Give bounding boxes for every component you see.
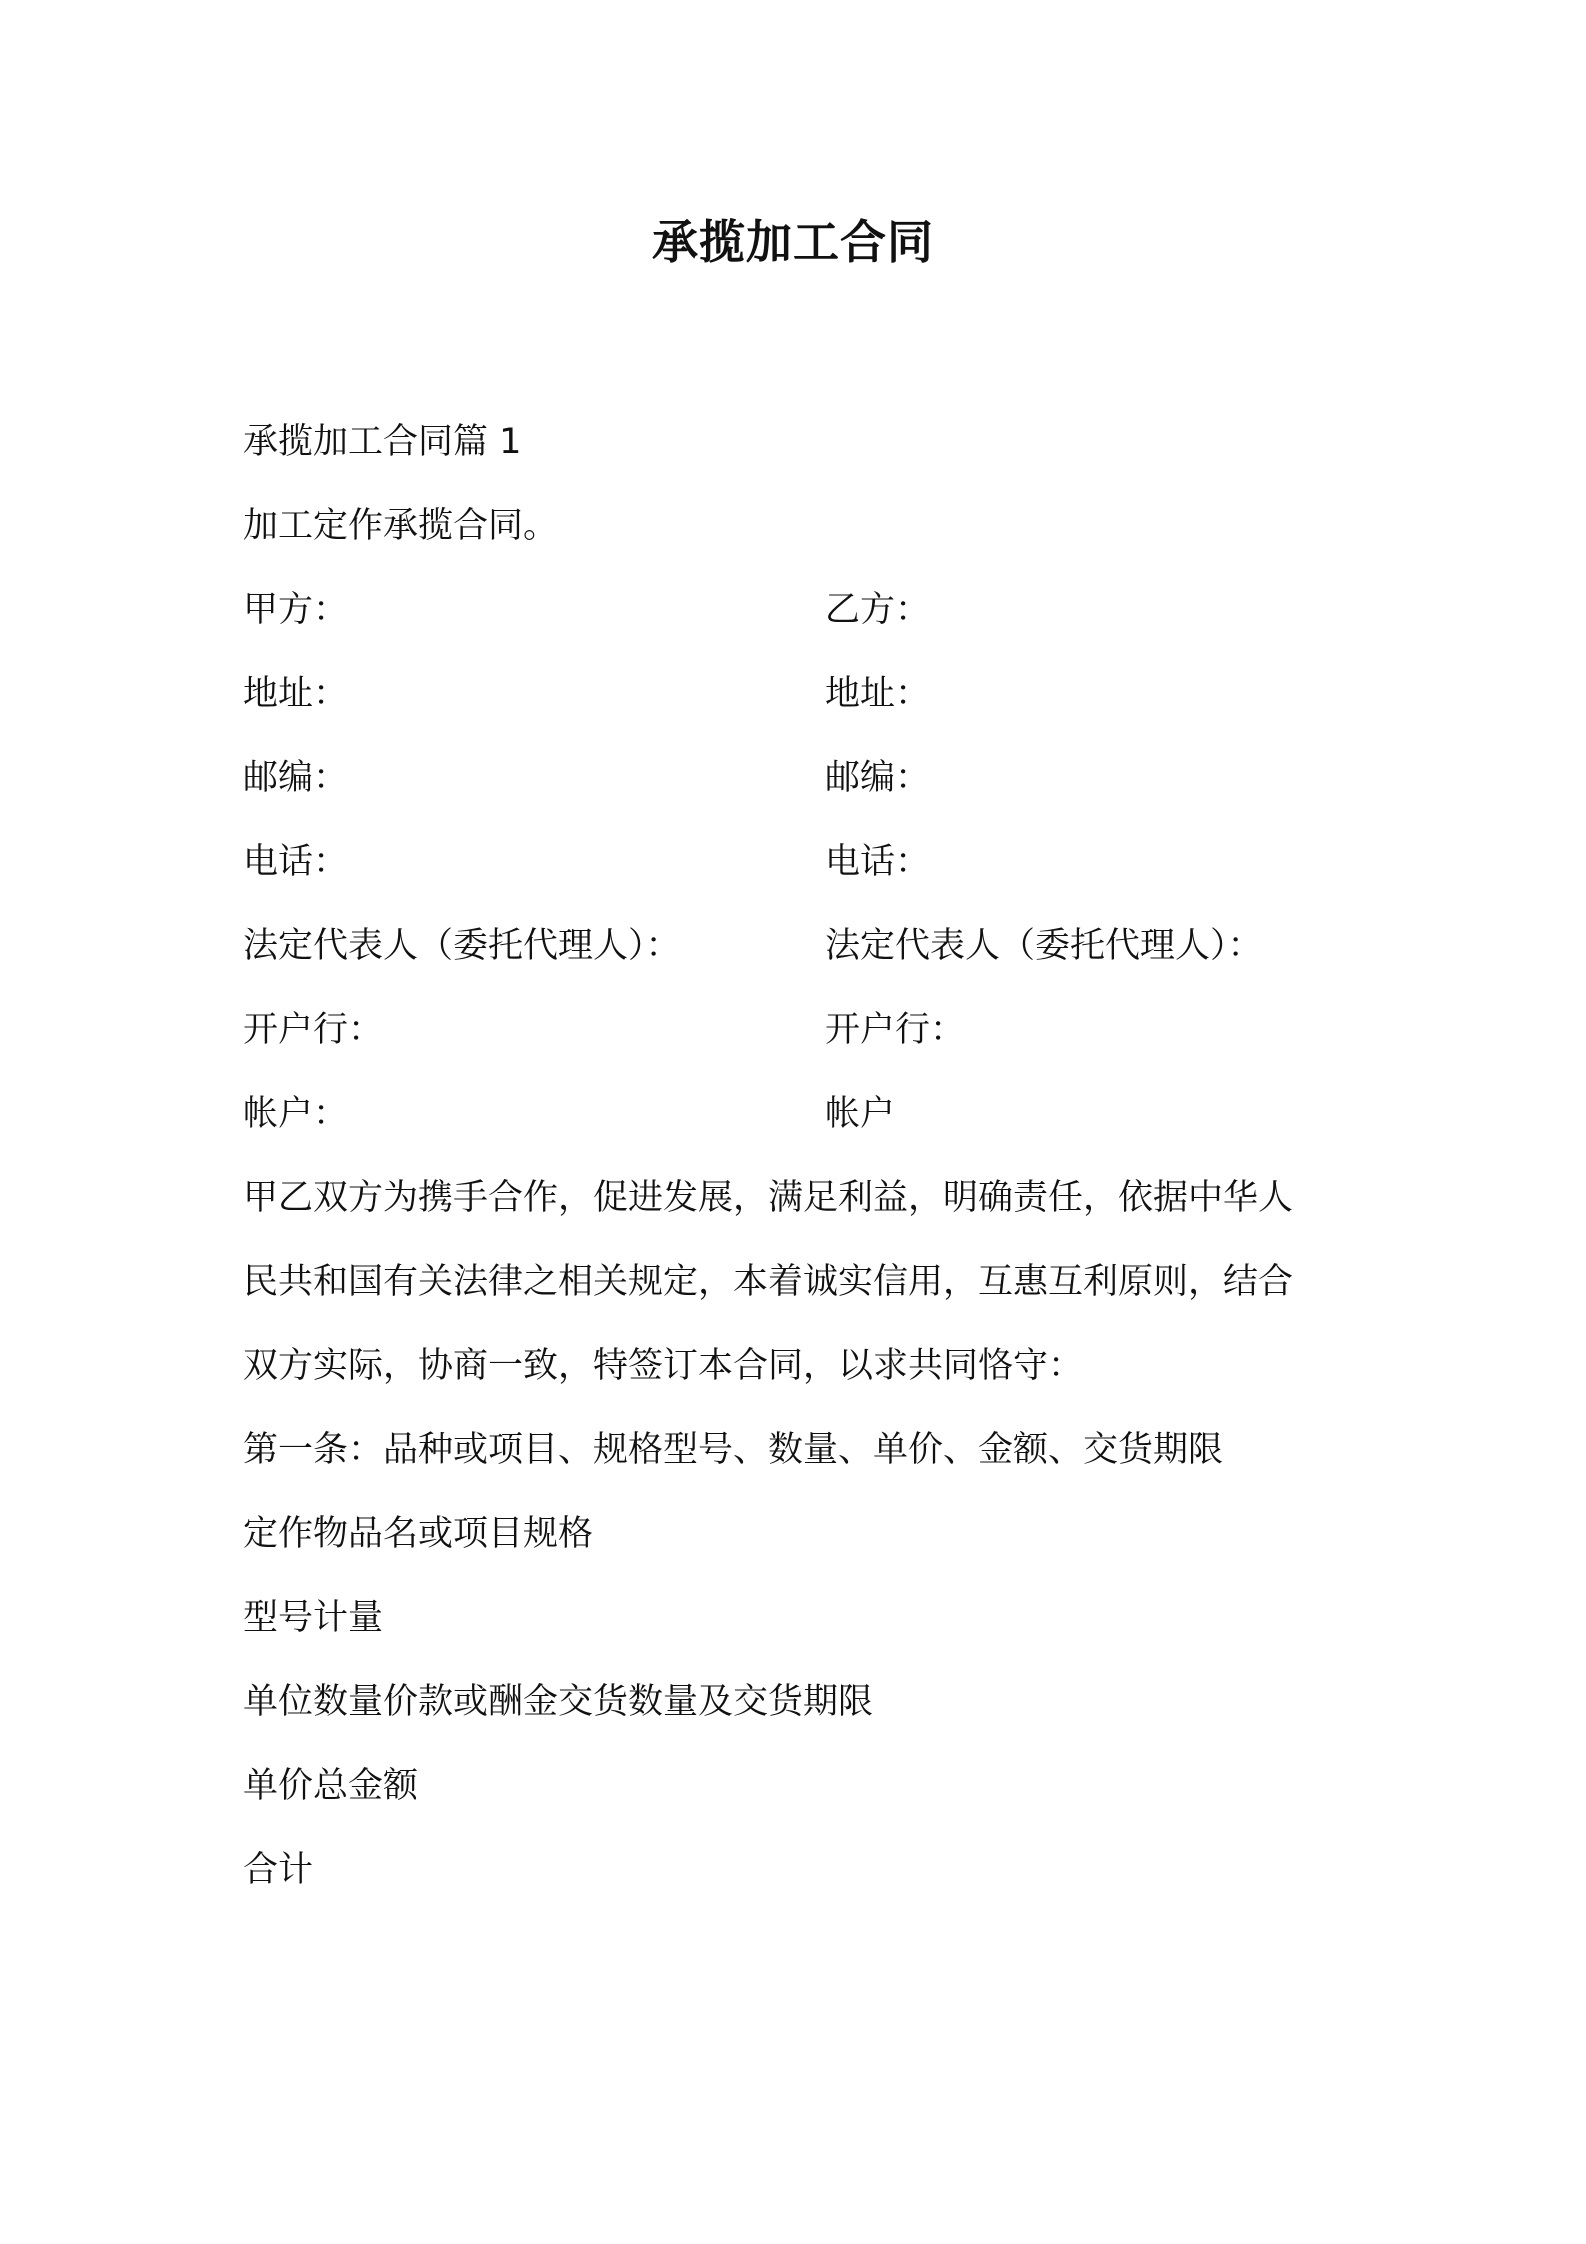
party-a-name-label: 甲方： <box>243 590 349 630</box>
party-row-account <box>243 1084 1363 1168</box>
party-row-name <box>243 580 1363 664</box>
table-total-line: 合计 <box>243 1850 314 1890</box>
party-row-phone <box>243 832 1363 916</box>
body-paragraph-line: 甲乙双方为携手合作，促进发展，满足利益，明确责任，依据中华人 <box>243 1178 1294 1218</box>
party-a-representative-label: 法定代表人（委托代理人）： <box>243 926 681 966</box>
document-title: 承揽加工合同 <box>652 215 934 269</box>
body-paragraph-line: 双方实际，协商一致，特签订本合同，以求共同恪守： <box>243 1346 1084 1386</box>
party-b-name-label: 乙方： <box>825 590 931 630</box>
party-a-address-label: 地址： <box>243 674 349 714</box>
party-row-address <box>243 664 1363 748</box>
contract-subtitle: 加工定作承揽合同。 <box>243 506 559 546</box>
party-b-postcode-label: 邮编： <box>825 758 931 798</box>
party-a-postcode-label: 邮编： <box>243 758 349 798</box>
article-one-heading: 第一条：品种或项目、规格型号、数量、单价、金额、交货期限 <box>243 1430 1224 1470</box>
document-body <box>243 412 1363 1924</box>
party-row-bank <box>243 1000 1363 1084</box>
party-b-bank-label: 开户行： <box>825 1010 966 1050</box>
party-a-bank-label: 开户行： <box>243 1010 384 1050</box>
party-row-postcode <box>243 748 1363 832</box>
table-header-line: 单位数量价款或酬金交货数量及交货期限 <box>243 1682 874 1722</box>
party-b-phone-label: 电话： <box>825 842 931 882</box>
table-header-line: 型号计量 <box>243 1598 384 1638</box>
table-header-line: 定作物品名或项目规格 <box>243 1514 594 1554</box>
party-a-account-label: 帐户： <box>243 1094 349 1134</box>
section-heading: 承揽加工合同篇 1 <box>243 422 522 462</box>
party-b-address-label: 地址： <box>825 674 931 714</box>
party-b-representative-label: 法定代表人（委托代理人）： <box>825 926 1263 966</box>
party-a-phone-label: 电话： <box>243 842 349 882</box>
party-row-representative <box>243 916 1363 1000</box>
party-b-account-label: 帐户 <box>825 1094 896 1134</box>
table-header-line: 单价总金额 <box>243 1766 419 1806</box>
body-paragraph-line: 民共和国有关法律之相关规定，本着诚实信用，互惠互利原则，结合 <box>243 1262 1294 1302</box>
